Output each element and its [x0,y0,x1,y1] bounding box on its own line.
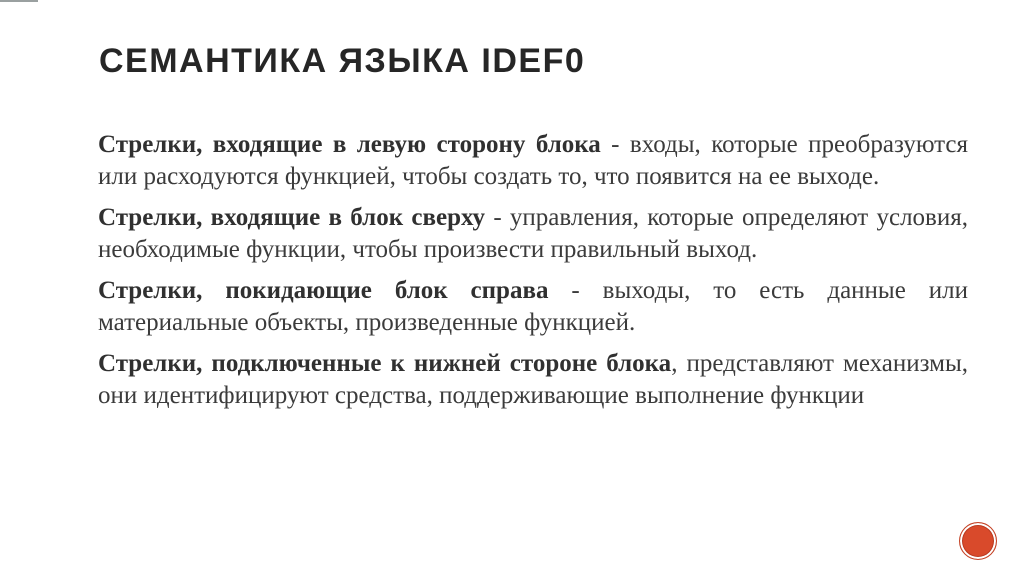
definition-outputs: - выходы, то есть данные или материальные объекты, произведенные функцией. [98,277,968,336]
slide-title: СЕМАНТИКА ЯЗЫКА IDEF0 [99,42,586,80]
slide-body [98,129,968,421]
term-mechanisms: Стрелки, подключенные к нижней стороне блока [98,350,672,377]
corner-decoration-line [0,0,38,2]
term-controls: Стрелки, входящие в блок сверху [98,204,486,231]
paragraph-outputs [98,275,968,339]
definition-mechanisms: , представляют механизмы, они идентифицируют средства, поддерживающие выполнение функции [98,350,968,409]
term-inputs: Стрелки, входящие в левую сторону блока [98,131,601,158]
slide-number-circle-icon [959,522,997,560]
term-outputs: Стрелки, покидающие блок справа [98,277,549,304]
paragraph-controls [98,202,968,266]
definition-controls: - управления, которые определяют условия, необходимые функции, чтобы произвести правильный выход. [98,204,968,263]
paragraph-mechanisms [98,348,968,412]
definition-inputs: - входы, которые преобразуются или расходуются функцией, чтобы создать то, что появится на ее выходе. [98,131,968,190]
paragraph-inputs [98,129,968,193]
